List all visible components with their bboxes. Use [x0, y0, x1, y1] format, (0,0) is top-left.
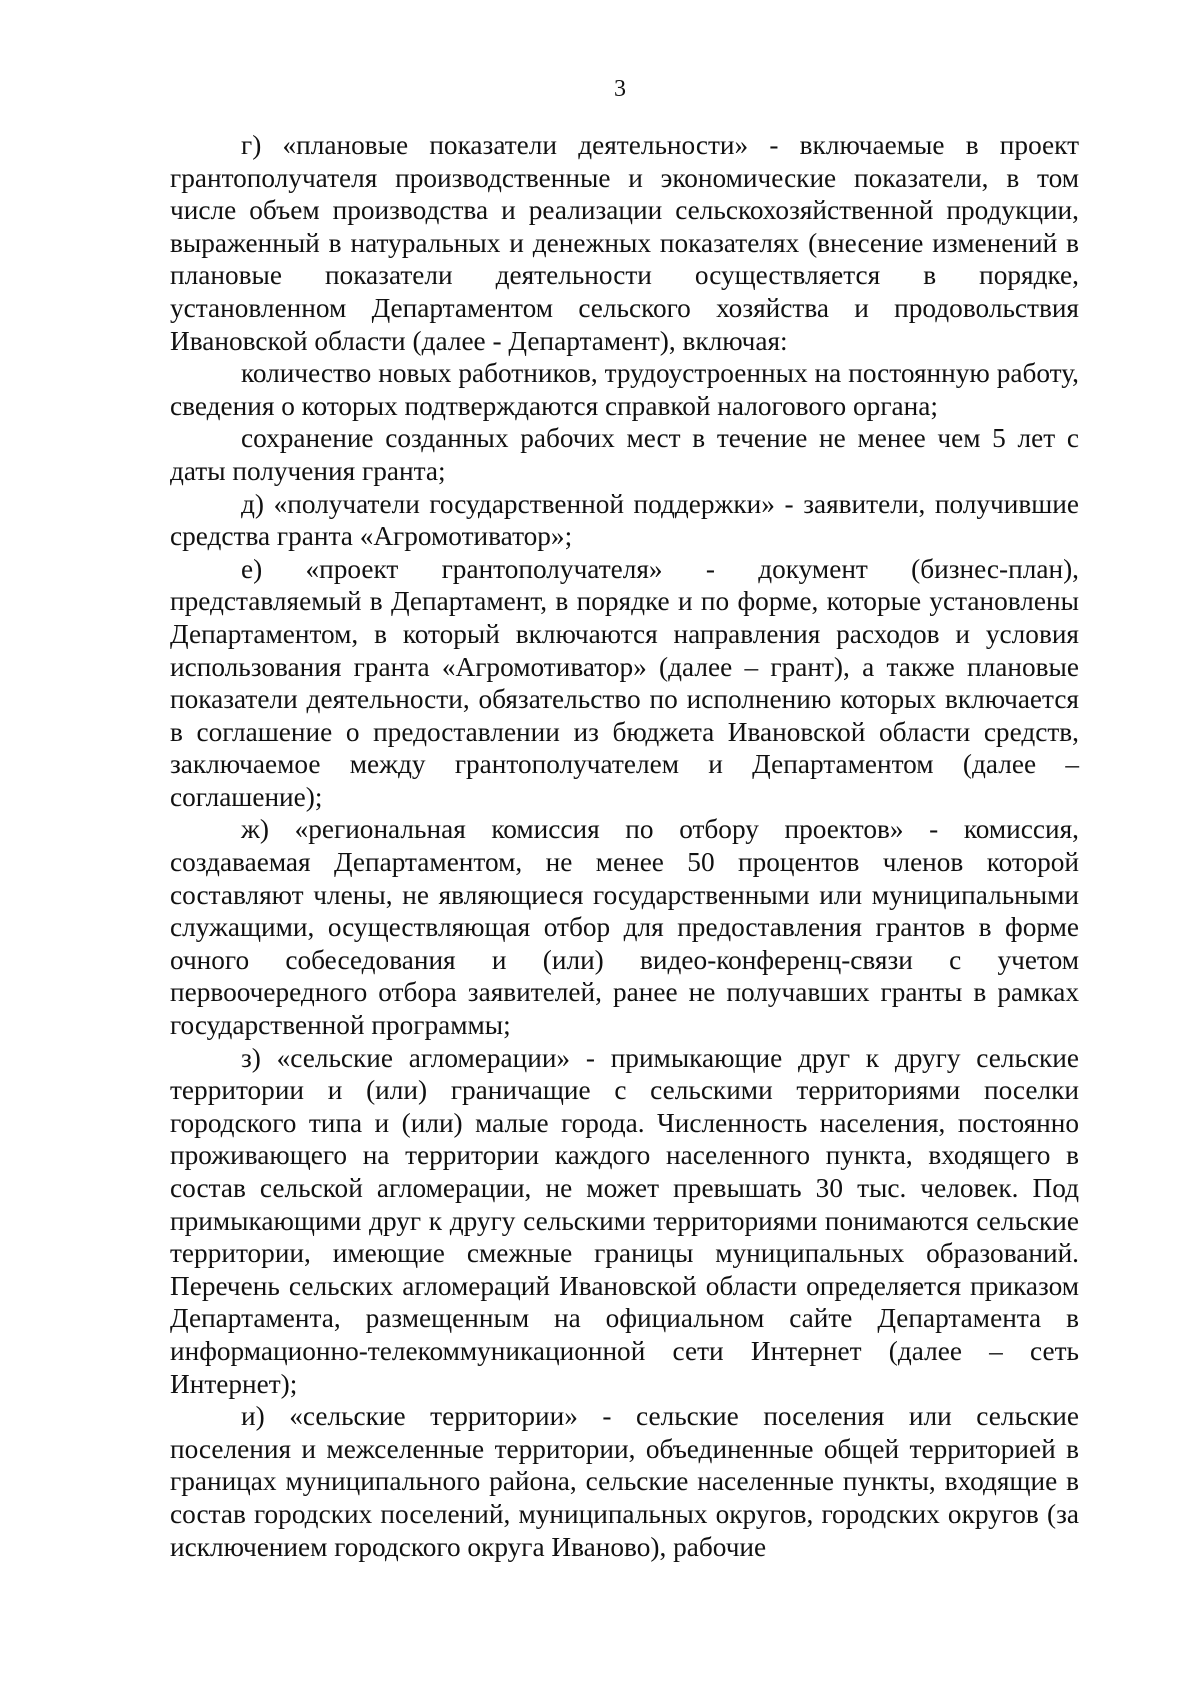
paragraph-new-workers: количество новых работников, трудоустроенных на постоянную работу, сведения о которых подтверждаются справкой налогового органа;	[170, 358, 1079, 421]
paragraph-d: д) «получатели государственной поддержки» - заявители, получившие средства гранта «Агромотиватор»;	[170, 488, 1079, 552]
paragraph-i: и) «сельские территории» - сельские поселения или сельские поселения и межселенные территории, объединенные общей территорией в границах муниципального района, сельские населенные пункты, входящие в состав городских поселений, муниципальных округов, городских округов (за исключением городского округа Иваново), рабочие	[170, 1401, 1079, 1562]
paragraph-e: е) «проект грантополучателя» - документ (бизнес-план), представляемый в Департамент, в порядке и по форме, которые установлены Департаментом, в который включаются направления расходов и условия использования гранта «Агромотиватор» (далее – грант), а также плановые показатели деятельности, обязательство по исполнению которых включается в соглашение о предоставлении из бюджета Ивановской области средств, заключаемое между грантополучателем и Департаментом (далее – соглашение);	[170, 553, 1079, 812]
paragraph-g: г) «плановые показатели деятельности» - включаемые в проект грантополучателя производственные и экономические показатели, в том числе объем производства и реализации сельскохозяйственной продукции, выраженный в натуральных и денежных показателях (внесение изменений в плановые показатели деятельности осуществляется в порядке, установленном Департаментом сельского хозяйства и продовольствия Ивановской области (далее - Департамент), включая:	[170, 130, 1079, 356]
paragraph-z: з) «сельские агломерации» - примыкающие друг к другу сельские территории и (или) граничащие с сельскими территориями поселки городского типа и (или) малые города. Численность населения, постоянно проживающего на территории каждого населенного пункта, входящего в состав сельской агломерации, не может превышать 30 тыс. человек. Под примыкающими друг к другу сельскими территориями понимаются сельские территории, имеющие смежные границы муниципальных образований. Перечень сельских агломераций Ивановской области определяется приказом Департамента, размещенным на официальном сайте Департамента в информационно-телекоммуникационной сети Интернет (далее – сеть Интернет);	[170, 1042, 1079, 1399]
paragraph-zh: ж) «региональная комиссия по отбору проектов» - комиссия, создаваемая Департаментом, не менее 50 процентов членов которой составляют члены, не являющиеся государственными или муниципальными служащими, осуществляющая отбор для предоставления грантов в форме очного собеседования и (или) видео-конференц-связи с учетом первоочередного отбора заявителей, ранее не получавших гранты в рамках государственной программы;	[170, 814, 1079, 1041]
paragraph-job-retention: сохранение созданных рабочих мест в течение не менее чем 5 лет с даты получения гранта;	[170, 423, 1079, 486]
page-number: 3	[614, 76, 626, 102]
document-body	[170, 129, 1079, 1563]
